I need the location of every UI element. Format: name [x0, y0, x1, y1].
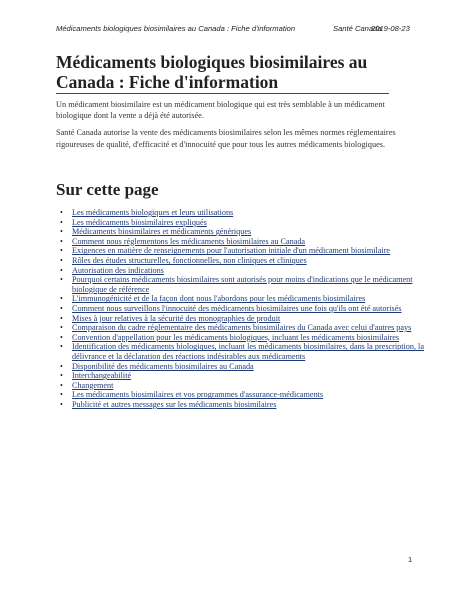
toc-item: [56, 323, 426, 333]
toc-item: [56, 266, 426, 276]
toc-link[interactable]: Exigences en matière de renseignements pour l'autorisation initiale d'un médicament biosimilaire: [72, 246, 391, 256]
toc-link[interactable]: Médicaments biosimilaires et médicaments génériques: [72, 227, 252, 237]
bullet-icon: •: [60, 313, 63, 323]
bullet-icon: •: [60, 399, 63, 409]
bullet-icon: •: [60, 217, 63, 227]
toc-link[interactable]: Comment nous surveillons l'innocuité des médicaments biosimilaires une fois qu'ils ont été autorisés: [72, 303, 402, 313]
bullet-icon: •: [60, 208, 63, 217]
toc-item: [56, 227, 426, 237]
toc-item: [56, 246, 426, 256]
toc-item: [56, 304, 426, 314]
toc-heading: Sur cette page: [56, 180, 159, 199]
bullet-icon: •: [60, 332, 63, 342]
toc-link[interactable]: L'immunogénicité et de la façon dont nous l'abordons pour les médicaments biosimilaires: [72, 294, 366, 304]
bullet-icon: •: [60, 227, 63, 237]
bullet-icon: •: [60, 236, 63, 246]
toc-item: [56, 314, 426, 324]
bullet-icon: •: [60, 275, 63, 285]
running-header-date: 2019-08-23: [371, 24, 410, 33]
toc-item: [56, 237, 426, 247]
bullet-icon: •: [60, 371, 63, 381]
toc-link[interactable]: Publicité et autres messages sur les médicaments biosimilaires: [72, 399, 277, 409]
bullet-icon: •: [60, 361, 63, 371]
toc-link[interactable]: Interchangeabilité: [72, 371, 132, 381]
toc-item: [56, 256, 426, 266]
bullet-icon: •: [60, 323, 63, 333]
bullet-icon: •: [60, 255, 63, 265]
intro-paragraph: Santé Canada autorise la vente des médicaments biosimilaires selon les mêmes normes réglementaires rigoureuses de qualité, d'efficacité et d'innocuité que pour tous les autres médicaments biologiques.: [56, 128, 396, 149]
intro-section: [56, 99, 396, 156]
toc-link[interactable]: Changement: [72, 380, 114, 390]
toc-item: [56, 218, 426, 228]
toc-item: [56, 362, 426, 372]
bullet-icon: •: [60, 265, 63, 275]
toc-item: [56, 390, 426, 400]
toc-link[interactable]: Identification des médicaments biologiques, incluant les médicaments biosimilaires, dans la prescription, la délivrance et la déclaration des réactions indésirables aux médicaments: [72, 342, 424, 361]
toc-link[interactable]: Les médicaments biologiques et leurs utilisations: [72, 208, 234, 217]
toc-item: [56, 371, 426, 381]
page-number: 1: [408, 555, 413, 564]
toc-item: [56, 208, 426, 218]
toc-item: [56, 333, 426, 343]
bullet-icon: •: [60, 303, 63, 313]
toc-link[interactable]: Les médicaments biosimilaires expliqués: [72, 217, 207, 227]
toc-link[interactable]: Comparaison du cadre réglementaire des médicaments biosimilaires du Canada avec celui d'autres pays: [72, 323, 412, 333]
running-header-agency: Santé Canada: [333, 24, 382, 33]
toc-link[interactable]: Rôles des études structurelles, fonctionnelles, non cliniques et cliniques: [72, 255, 307, 265]
toc-item: [56, 342, 426, 361]
toc-list: [56, 208, 426, 409]
toc-item: [56, 381, 426, 391]
page-title: Médicaments biologiques biosimilaires au Canada : Fiche d'information: [56, 52, 368, 92]
toc-item: [56, 275, 426, 294]
running-header: [56, 24, 416, 33]
toc-item: [56, 294, 426, 304]
toc-link[interactable]: Mises à jour relatives à la sécurité des monographies de produit: [72, 313, 281, 323]
toc-link[interactable]: Disponibilité des médicaments biosimilaires au Canada: [72, 361, 254, 371]
toc-link[interactable]: Comment nous réglementons les médicaments biosimilaires au Canada: [72, 236, 306, 246]
intro-paragraph: Un médicament biosimilaire est un médicament biologique qui est très semblable à un médicament biologique dont la vente a déjà été autorisée.: [56, 100, 385, 121]
toc-link[interactable]: Pourquoi certains médicaments biosimilaires sont autorisés pour moins d'indications que le médicament biologique de référence: [72, 275, 413, 294]
running-header-title: Médicaments biologiques biosimilaires au Canada : Fiche d'information: [56, 24, 296, 33]
bullet-icon: •: [60, 380, 63, 390]
bullet-icon: •: [60, 390, 63, 400]
toc-item: [56, 400, 426, 410]
toc-link[interactable]: Convention d'appellation pour les médicaments biologiques, incluant les médicaments biosimilaires: [72, 332, 400, 342]
toc-link[interactable]: Les médicaments biosimilaires et vos programmes d'assurance-médicaments: [72, 390, 324, 400]
title-divider: [56, 93, 389, 94]
bullet-icon: •: [60, 294, 63, 304]
toc-link[interactable]: Autorisation des indications: [72, 265, 164, 275]
bullet-icon: •: [60, 342, 63, 352]
bullet-icon: •: [60, 246, 63, 256]
